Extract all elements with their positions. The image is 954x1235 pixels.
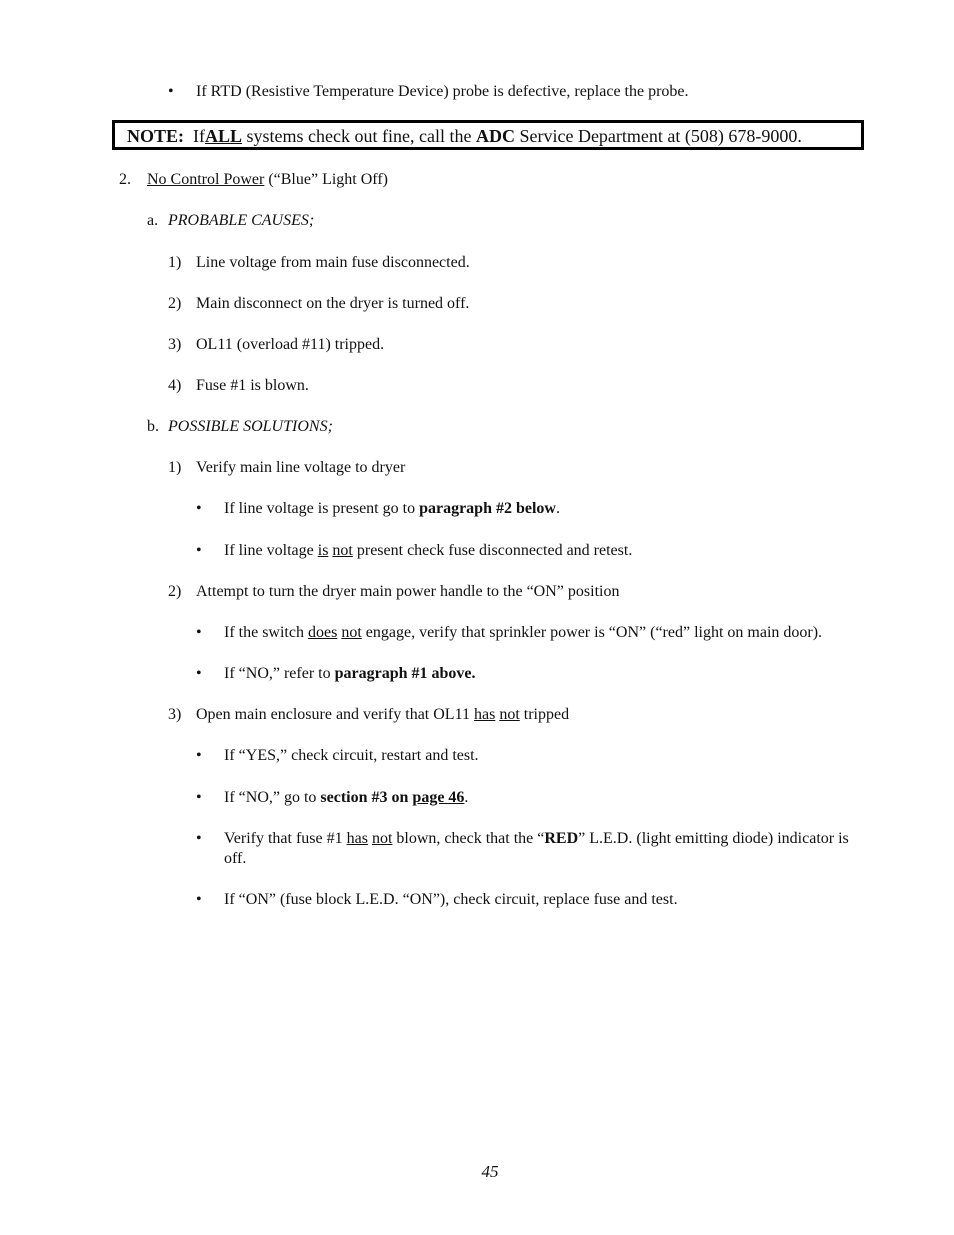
- text-fragment: Open main enclosure and verify that OL11: [196, 706, 470, 723]
- cause-1-text: Line voltage from main fuse disconnected.: [196, 254, 470, 271]
- underlined-word: has: [473, 706, 496, 723]
- red-keyword: RED: [544, 830, 579, 847]
- solution-3-bullet-1: If “YES,” check circuit, restart and test.: [224, 747, 479, 764]
- bullet-marker: •: [196, 665, 202, 682]
- note-adc: ADC: [475, 126, 515, 146]
- text-fragment: If line voltage: [224, 542, 314, 559]
- causes-heading: PROBABLE CAUSES;: [168, 212, 315, 229]
- underlined-word: not: [499, 706, 520, 723]
- page-ref-link[interactable]: page 46: [412, 789, 465, 806]
- cause-1-num: 1): [168, 254, 182, 271]
- cause-4-text: Fuse #1 is blown.: [196, 377, 309, 394]
- solutions-letter: b.: [147, 418, 159, 435]
- section-2-number: 2.: [119, 171, 131, 188]
- note-all: ALL: [205, 126, 243, 146]
- solution-1-text: Verify main line voltage to dryer: [196, 459, 406, 476]
- causes-letter: a.: [147, 212, 159, 229]
- text-fragment: If “NO,” refer to: [224, 665, 331, 682]
- solution-2-bullet-2: [224, 664, 476, 684]
- cause-3-num: 3): [168, 336, 182, 353]
- text-fragment: present check fuse disconnected and retest.: [356, 542, 633, 559]
- bullet-marker: •: [196, 789, 202, 806]
- solution-3-num: 3): [168, 706, 182, 723]
- solution-1-bullet-2: [224, 541, 632, 561]
- note-box: [112, 120, 864, 150]
- paragraph-ref: paragraph #1 above.: [334, 665, 476, 682]
- underlined-word: not: [332, 542, 353, 559]
- solution-2-num: 2): [168, 583, 182, 600]
- text-fragment: If the switch: [224, 624, 304, 641]
- solution-3-bullet-3: [224, 829, 874, 869]
- underlined-word: is: [317, 542, 329, 559]
- text-fragment: ” L.E.D. (light emitting diode) indicator is off.: [224, 830, 849, 867]
- text-fragment: Verify that fuse #1: [224, 830, 343, 847]
- note-mid: systems check out fine, call the: [246, 126, 472, 146]
- bullet-rtd: [168, 82, 174, 102]
- bullet-marker: •: [196, 624, 202, 641]
- solution-2-text: Attempt to turn the dryer main power handle to the “ON” position: [196, 583, 620, 600]
- bullet-marker: •: [196, 830, 202, 847]
- bullet-marker: •: [196, 891, 202, 908]
- underlined-word: does: [307, 624, 338, 641]
- section-ref: section #3 on: [320, 789, 409, 806]
- rtd-probe-text: If RTD (Resistive Temperature Device) probe is defective, replace the probe.: [196, 83, 689, 100]
- cause-4-num: 4): [168, 377, 182, 394]
- bullet-marker: •: [168, 83, 174, 100]
- note-post: Service Department at (508) 678-9000.: [519, 126, 802, 146]
- solution-2-bullet-1: [224, 623, 822, 643]
- underlined-word: not: [371, 830, 393, 847]
- solution-3-bullet-2: [224, 788, 468, 808]
- bullet-marker: •: [196, 542, 202, 559]
- section-2-title: No Control Power: [147, 171, 265, 188]
- text-fragment: If “NO,” go to: [224, 789, 317, 806]
- section-2-suffix: (“Blue” Light Off): [268, 171, 388, 188]
- underlined-word: has: [346, 830, 368, 847]
- underlined-word: not: [341, 624, 362, 641]
- page-number: 45: [481, 1162, 499, 1181]
- text-fragment: blown, check that the “: [396, 830, 545, 847]
- solution-1-num: 1): [168, 459, 182, 476]
- solution-3-text: [196, 705, 569, 725]
- bullet-marker: •: [196, 500, 202, 517]
- note-pre: If: [193, 126, 206, 146]
- section-2-heading: [147, 170, 388, 190]
- solutions-heading: POSSIBLE SOLUTIONS;: [168, 418, 333, 435]
- text-fragment: .: [555, 500, 560, 517]
- cause-2-text: Main disconnect on the dryer is turned off.: [196, 295, 470, 312]
- cause-2-num: 2): [168, 295, 182, 312]
- bullet-marker: •: [196, 747, 202, 764]
- text-fragment: If line voltage is present go to: [224, 500, 416, 517]
- cause-3-text: OL11 (overload #11) tripped.: [196, 336, 385, 353]
- text-fragment: .: [464, 789, 469, 806]
- note-label: NOTE:: [127, 126, 185, 146]
- solution-1-bullet-1: [224, 499, 560, 519]
- text-fragment: tripped: [523, 706, 570, 723]
- solution-3-bullet-4: If “ON” (fuse block L.E.D. “ON”), check circuit, replace fuse and test.: [224, 891, 678, 908]
- text-fragment: engage, verify that sprinkler power is “ON” (“red” light on main door).: [365, 624, 823, 641]
- paragraph-ref: paragraph #2 below: [419, 500, 556, 517]
